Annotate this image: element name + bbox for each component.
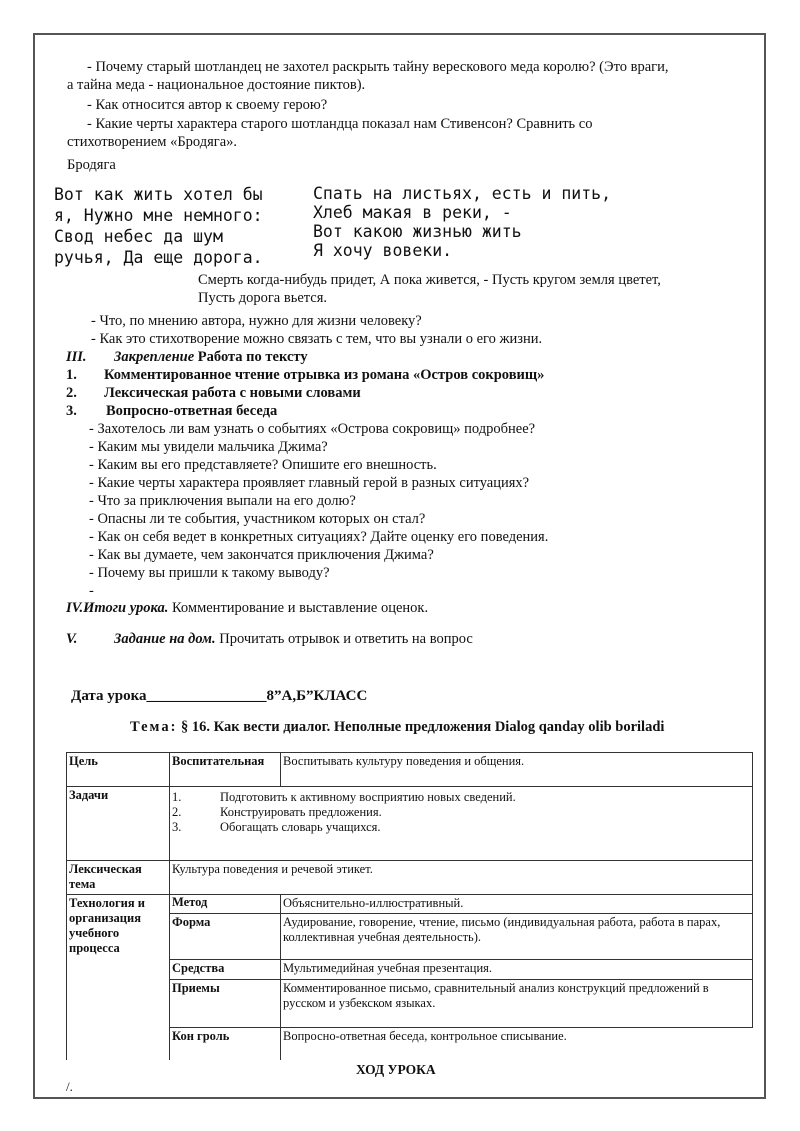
row-key: Средства [170,960,281,980]
section-number: IV. [66,600,84,616]
section-text: Прочитать отрывок и ответить на вопрос [215,631,473,647]
question-line: - Каким вы его представляете? Опишите его внешность. [89,457,437,473]
task-item [172,820,750,835]
topic-text: § 16. Как вести диалог. Неполные предложения Dialog qanday olib boriladi [177,719,665,735]
item-number: 2. [66,385,77,401]
task-item [172,790,750,805]
poem-line: я, Нужно мне немного: [54,206,263,225]
item-text: Лексическая работа с новыми словами [104,385,361,401]
poem-end-line: Пусть дорога вьется. [198,290,328,306]
tasks-list [170,787,753,861]
row-key: Приемы [170,980,281,1028]
item-text: Комментированное чтение отрывка из романа «Остров сокровищ» [104,367,545,383]
poem-line: Я хочу вовеки. [313,241,453,260]
lexical-topic-label: Лексическая тема [67,861,170,895]
poem-left [54,184,263,268]
section-number: V. [66,631,78,647]
poem-title: Бродяга [67,157,116,173]
tasks-label: Задачи [67,787,170,861]
section-title: Задание на дом. [114,631,216,647]
question-line: - Как он себя ведет в конкретных ситуациях? Дайте оценку его поведения. [89,529,549,545]
section-3-item [66,366,544,384]
lesson-plan-table [66,752,753,1060]
technology-label: Технология и организация учебного процесса [67,895,170,1060]
goal-label: Цель [67,753,170,787]
question-line: - Захотелось ли вам узнать о событиях «Острова сокровищ» подробнее? [89,421,536,437]
row-key: Метод [170,895,281,914]
poem-line: Свод небес да шум [54,227,223,246]
section-title: Итоги урока. [83,600,169,616]
question-line: - Какие черты характера старого шотландца показал нам Стивенсон? Сравнить со [87,116,593,132]
question-line: - Какие черты характера проявляет главный герой в разных ситуациях? [89,475,530,491]
row-value: Вопросно-ответная беседа, контрольное списывание. [281,1028,753,1060]
section-title-italic: Закрепление [114,349,195,365]
poem-line: Вот как жить хотел бы [54,185,263,204]
poem-right [313,184,611,260]
question-line: - Каким мы увидели мальчика Джима? [89,439,328,455]
lexical-topic-text: Культура поведения и речевой этикет. [170,861,753,895]
question-line: - Как это стихотворение можно связать с тем, что вы узнали о его жизни. [91,331,543,347]
row-key: Кон гроль [170,1028,281,1060]
poem-end-line: Смерть когда-нибудь придет, А пока живется, - Пусть кругом земля цветет, [198,272,661,288]
question-line: - Как вы думаете, чем закончатся приключения Джима? [89,547,434,563]
question-line: - Почему старый шотландец не захотел раскрыть тайну верескового меда королю? (Это враги, [87,59,669,75]
task-number: 1. [172,790,182,804]
row-key: Форма [170,914,281,960]
question-line: стихотворением «Бродяга». [67,134,238,150]
poem-line: Спать на листьях, есть и пить, [313,184,612,203]
question-line: - Как относится автор к своему герою? [87,97,328,113]
question-line: - Что за приключения выпали на его долю? [89,493,356,509]
item-number: 3. [66,403,77,419]
topic-label: Тема: [130,719,178,735]
task-text: Конструировать предложения. [220,805,382,819]
section-text: Комментирование и выставление оценок. [168,600,429,616]
section-3-item [66,384,361,402]
section-title-bold: Работа по тексту [194,349,308,365]
topic-line [130,719,664,736]
item-number: 1. [66,367,77,383]
section-5-heading [66,630,473,648]
date-line: Дата урока________________8”А,Б”КЛАСС [71,688,368,704]
task-number: 3. [172,820,182,834]
task-text: Обогащать словарь учащихся. [220,820,381,834]
item-text: Вопросно-ответная беседа [106,403,278,419]
question-line: а тайна меда - национальное достояние пиктов). [67,77,366,93]
question-line: - [89,583,94,599]
task-text: Подготовить к активному восприятию новых сведений. [220,790,516,804]
row-value: Аудирование, говорение, чтение, письмо (индивидуальная работа, работа в парах, коллективная учебная деятельность). [281,914,753,960]
question-line: - Что, по мнению автора, нужно для жизни человеку? [91,313,422,329]
row-value: Объяснительно-иллюстративный. [281,895,753,914]
row-value: Мультимедийная учебная презентация. [281,960,753,980]
section-4-heading [66,599,428,617]
footer-mark: /. [66,1079,73,1094]
task-number: 2. [172,805,182,819]
goal-text: Воспитывать культуру поведения и общения. [281,753,753,787]
question-line: - Опасны ли те события, участником которых он стал? [89,511,426,527]
lesson-course-heading: ХОД УРОКА [356,1062,436,1077]
poem-line: ручья, Да еще дорога. [54,248,263,267]
section-3-item [66,402,277,420]
row-value: Комментированное письмо, сравнительный анализ конструкций предложений в русском и узбекском языках. [281,980,753,1028]
goal-sub-label: Воспитательная [170,753,281,787]
task-item [172,805,750,820]
section-3-heading [66,348,308,366]
poem-line: Вот какою жизнью жить [313,222,522,241]
question-line: - Почему вы пришли к такому выводу? [89,565,330,581]
poem-line: Хлеб макая в реки, - [313,203,512,222]
section-number: III. [66,349,87,365]
